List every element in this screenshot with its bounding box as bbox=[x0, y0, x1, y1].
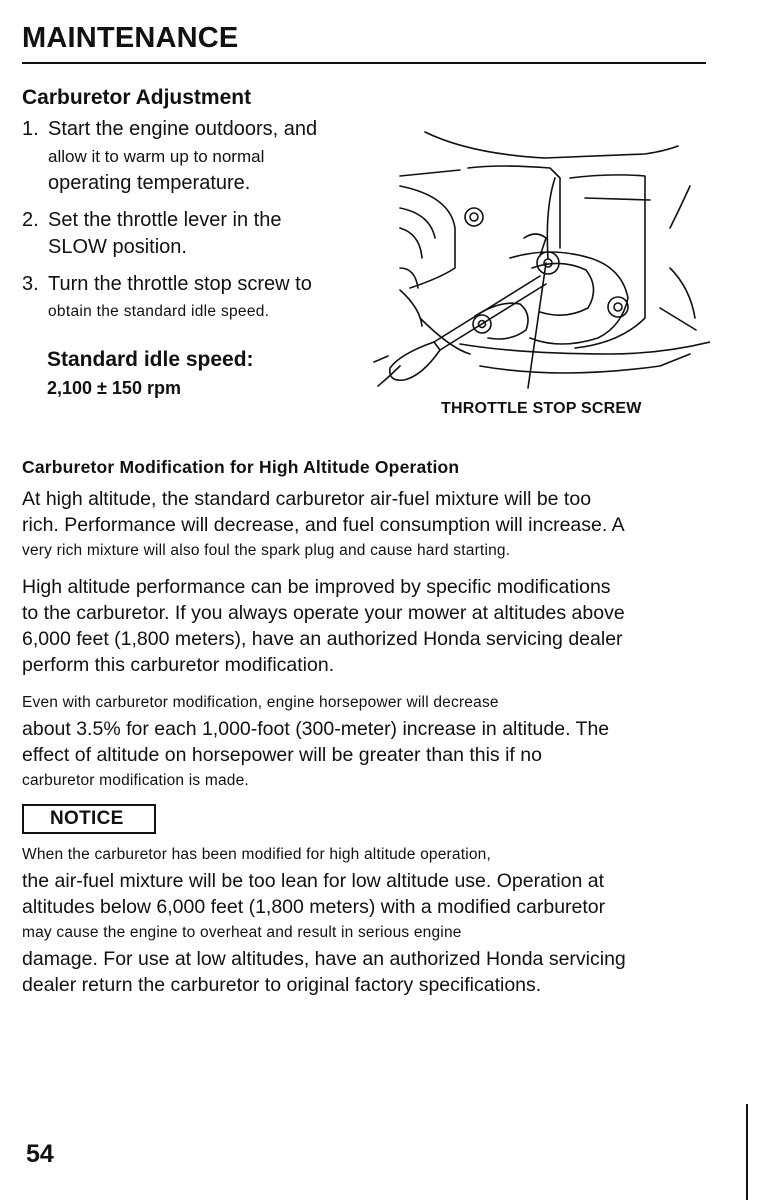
step-line: obtain the standard idle speed. bbox=[48, 303, 270, 320]
paragraph-line: dealer return the carburetor to original factory specifications. bbox=[22, 974, 542, 996]
paragraph-line: High altitude performance can be improved by specific modifications bbox=[22, 576, 611, 598]
step-number: 1. bbox=[22, 118, 39, 140]
paragraph-line: carburetor modification is made. bbox=[22, 772, 249, 789]
paragraph-line: may cause the engine to overheat and result in serious engine bbox=[22, 924, 462, 941]
paragraph-high-altitude-1 bbox=[22, 486, 712, 564]
step-3 bbox=[22, 271, 362, 325]
paragraph-line: rich. Performance will decrease, and fuel consumption will increase. A bbox=[22, 514, 625, 536]
paragraph-line: perform this carburetor modification. bbox=[22, 654, 335, 676]
figure-caption-throttle-stop-screw: THROTTLE STOP SCREW bbox=[441, 400, 642, 417]
paragraph-line: At high altitude, the standard carburetor air-fuel mixture will be too bbox=[22, 488, 592, 510]
step-line: Turn the throttle stop screw to bbox=[48, 273, 312, 295]
idle-speed-value: 2,100 ± 150 rpm bbox=[47, 378, 181, 398]
title-divider bbox=[22, 62, 706, 64]
paragraph-high-altitude-2 bbox=[22, 574, 712, 678]
paragraph-line: 6,000 feet (1,800 meters), have an authorized Honda servicing dealer bbox=[22, 628, 623, 650]
step-number: 2. bbox=[22, 209, 39, 231]
notice-paragraph bbox=[22, 842, 712, 998]
step-line: Set the throttle lever in the bbox=[48, 209, 282, 231]
page-number: 54 bbox=[26, 1140, 54, 1168]
section-heading-high-altitude: Carburetor Modification for High Altitude Operation bbox=[22, 457, 460, 477]
paragraph-line: damage. For use at low altitudes, have an authorized Honda servicing bbox=[22, 948, 626, 970]
step-line: Start the engine outdoors, and bbox=[48, 118, 318, 140]
step-2 bbox=[22, 207, 362, 261]
step-line: operating temperature. bbox=[48, 172, 251, 194]
step-number: 3. bbox=[22, 273, 39, 295]
notice-label: NOTICE bbox=[50, 808, 124, 829]
paragraph-line: When the carburetor has been modified for high altitude operation, bbox=[22, 846, 492, 863]
paragraph-line: Even with carburetor modification, engine horsepower will decrease bbox=[22, 694, 499, 711]
paragraph-line: altitudes below 6,000 feet (1,800 meters) with a modified carburetor bbox=[22, 896, 606, 918]
step-1 bbox=[22, 116, 362, 197]
paragraph-high-altitude-3 bbox=[22, 690, 712, 794]
idle-speed-label: Standard idle speed: bbox=[47, 348, 254, 371]
paragraph-line: the air-fuel mixture will be too lean for low altitude use. Operation at bbox=[22, 870, 605, 892]
paragraph-line: effect of altitude on horsepower will be greater than this if no bbox=[22, 744, 542, 766]
paragraph-line: to the carburetor. If you always operate your mower at altitudes above bbox=[22, 602, 625, 624]
section-heading-carburetor-adjustment: Carburetor Adjustment bbox=[22, 86, 252, 109]
carburetor-illustration bbox=[360, 118, 710, 404]
page-edge-line bbox=[746, 1104, 748, 1200]
notice-box bbox=[22, 804, 156, 834]
adjustment-steps bbox=[22, 116, 362, 335]
paragraph-line: about 3.5% for each 1,000-foot (300-meter) increase in altitude. The bbox=[22, 718, 610, 740]
step-line: allow it to warm up to normal bbox=[48, 147, 265, 166]
page-title: MAINTENANCE bbox=[22, 22, 239, 54]
step-line: SLOW position. bbox=[48, 236, 187, 258]
paragraph-line: very rich mixture will also foul the spark plug and cause hard starting. bbox=[22, 542, 511, 559]
